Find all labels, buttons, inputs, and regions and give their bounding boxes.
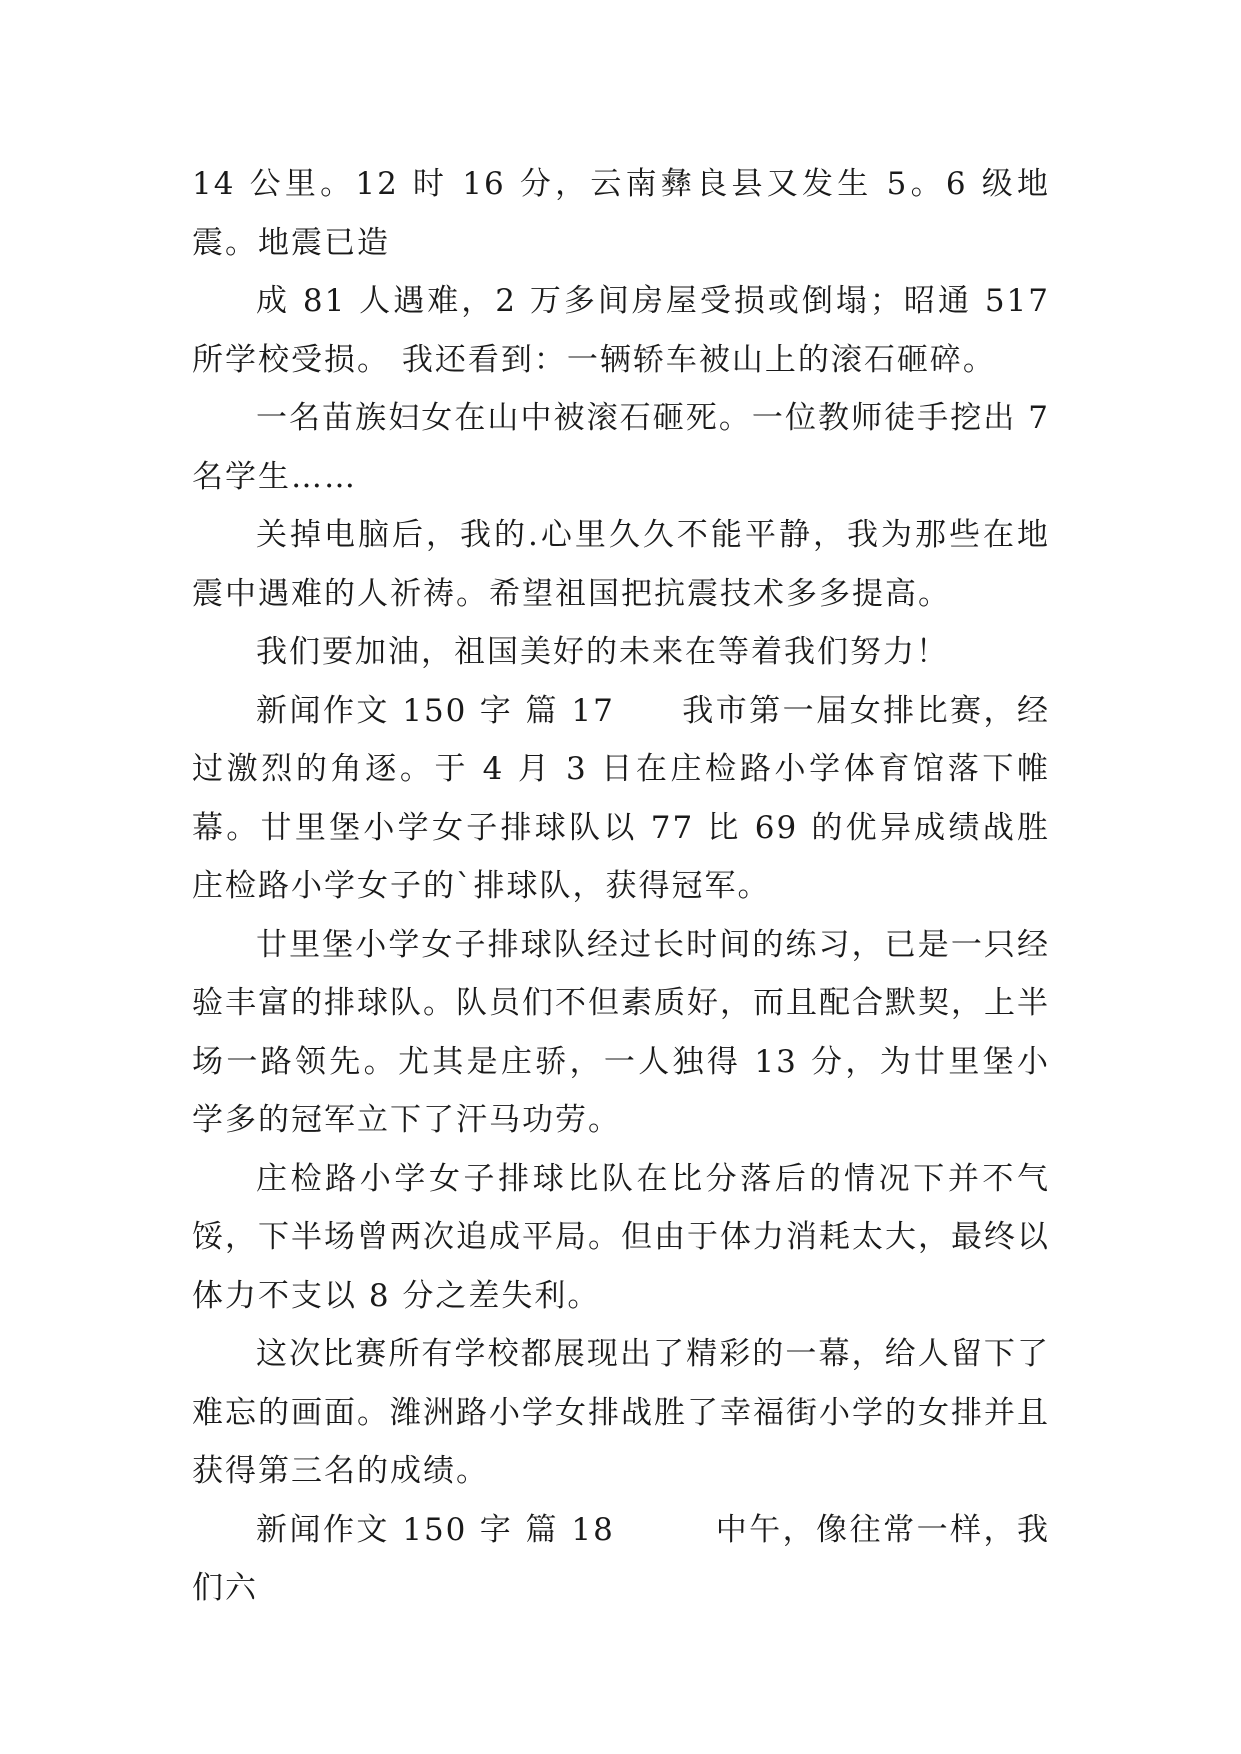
- paragraph-2: 成 81 人遇难，2 万多间房屋受损或倒塌；昭通 517 所学校受损。 我还看到：一辆轿车被山上的滚石砸碎。: [192, 283, 1050, 378]
- paragraph-6-article-17: 新闻作文 150 字 篇 17 我市第一届女排比赛，经过激烈的角逐。于 4 月 3 日在庄检路小学体育馆落下帷幕。廿里堡小学女子排球队以 77 比 69 的优异成绩战胜庄检路小学女子的`排球队，获得冠军。: [192, 692, 1050, 904]
- paragraph-3: 一名苗族妇女在山中被滚石砸死。一位教师徒手挖出 7 名学生……: [192, 400, 1050, 495]
- paragraph-10-article-18: 新闻作文 150 字 篇 18 中午，像往常一样，我们六: [192, 1511, 1050, 1606]
- paragraph-9: 这次比赛所有学校都展现出了精彩的一幕，给人留下了难忘的画面。潍洲路小学女排战胜了幸福街小学的女排并且获得第三名的成绩。: [192, 1336, 1050, 1489]
- paragraph-8: 庄检路小学女子排球比队在比分落后的情况下并不气馁，下半场曾两次追成平局。但由于体力消耗太大，最终以体力不支以 8 分之差失利。: [192, 1160, 1050, 1314]
- paragraph-1: 14 公里。12 时 16 分，云南彝良县又发生 5。6 级地震。地震已造: [192, 166, 1050, 261]
- paragraph-7: 廿里堡小学女子排球队经过长时间的练习，已是一只经验丰富的排球队。队员们不但素质好，而且配合默契，上半场一路领先。尤其是庄骄，一人独得 13 分，为廿里堡小学多的冠军立下了汗马功劳。: [192, 926, 1050, 1138]
- document-body: [192, 155, 1050, 1618]
- paragraph-5: 我们要加油，祖国美好的未来在等着我们努力！: [256, 634, 949, 670]
- paragraph-4: 关掉电脑后，我的.心里久久不能平静，我为那些在地震中遇难的人祈祷。希望祖国把抗震技术多多提高。: [192, 517, 1050, 612]
